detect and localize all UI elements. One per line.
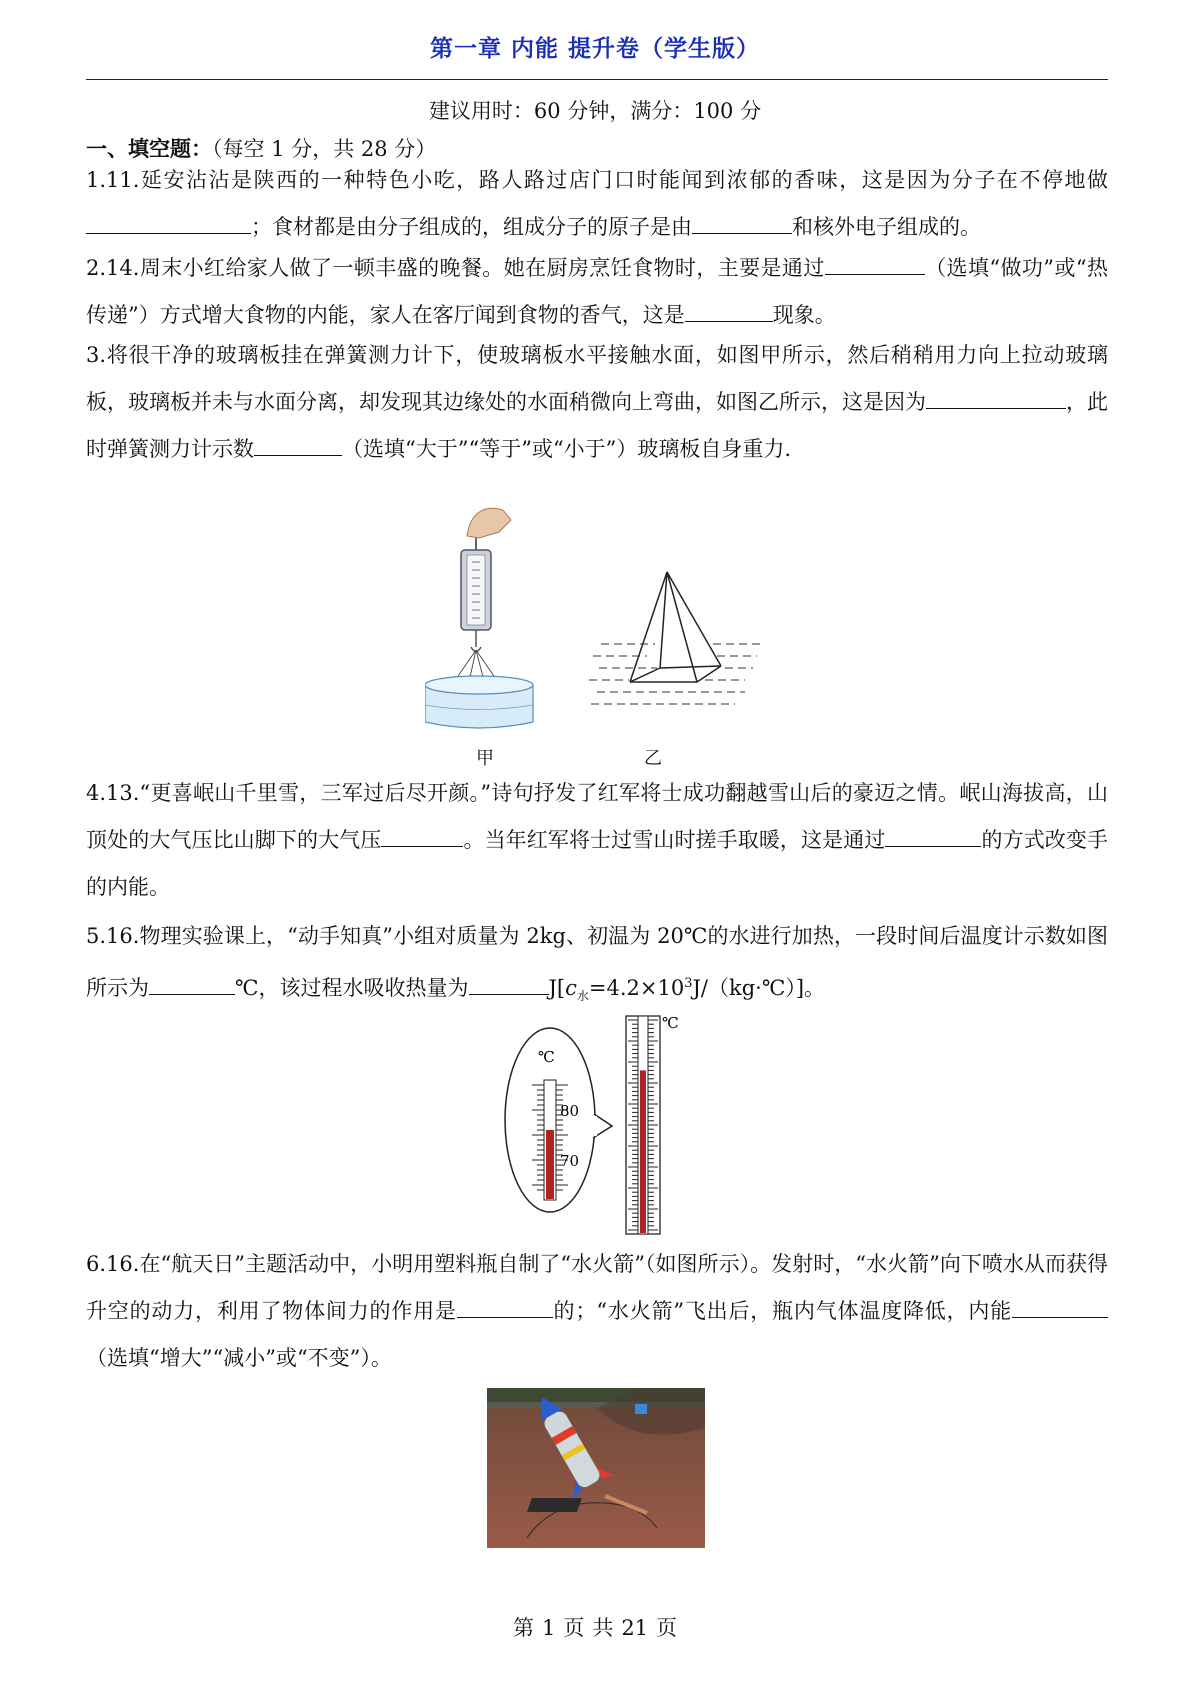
tick-label-70: 70 [560,1152,580,1170]
footer-word: 页 [656,1616,678,1640]
answer-blank[interactable] [1012,1295,1108,1318]
question-text: =4.2×10 [588,976,685,1000]
question-text: ℃，该过程水吸收热量为 [235,976,469,1000]
question-text: 。当年红军将士过雪山时搓手取暖，这是通过 [463,828,886,852]
scale-unit: ℃ [662,1014,679,1032]
mercury-column [640,1070,646,1233]
answer-blank[interactable] [926,386,1066,409]
total-pages: 21 [621,1616,649,1640]
answer-blank[interactable] [381,824,463,847]
question-1 [86,157,1108,251]
answer-blank[interactable] [149,972,235,995]
answer-blank[interactable] [86,211,251,234]
answer-blank[interactable] [885,824,981,847]
footer-word: 共 [592,1616,614,1640]
question-text: 2.14.周末小红给家人做了一顿丰盛的晚餐。她在厨房烹饪食物时，主要是通过 [86,256,825,280]
question-2 [86,245,1108,339]
zoom-mercury-column [546,1130,554,1199]
tick-label-80: 80 [560,1102,580,1120]
answer-blank[interactable] [825,252,925,275]
answer-blank[interactable] [685,299,773,322]
question-3 [86,332,1108,473]
question-text: ，此时弹簧测力计示数 [86,390,1108,461]
symbol-c: c [565,976,577,1000]
question-text: （选填“大于”“等于”或“小于”）玻璃板自身重力. [342,437,792,461]
subscript-water: 水 [576,989,589,1004]
page-title: 第一章 内能 提升卷（学生版） [429,36,760,62]
figure-label-b: 乙 [644,748,662,769]
answer-blank[interactable] [457,1295,553,1318]
question-6 [86,1241,1108,1382]
question-5 [86,913,1108,1020]
figure-water-rocket-photo [487,1388,705,1548]
page-footer [0,1612,1190,1642]
question-text: 现象。 [772,303,836,327]
question-text: （选填“增大”“减小”或“不变”）。 [86,1346,392,1370]
section-note: （每空 1 分，共 28 分） [212,137,437,161]
section-title: 一、填空题： [86,137,212,161]
question-text: 和核外电子组成的。 [792,215,981,239]
question-text: J/（kg·℃）]。 [692,976,826,1000]
answer-blank[interactable] [254,433,342,456]
question-text: 的方式改变手的内能。 [86,828,1109,899]
figure-spring-scale [425,500,555,730]
header-divider [86,79,1108,80]
question-text: 5.16.物理实验课上，“动手知真”小组对质量为 2kg、初温为 20℃的水进行加热，一段时间后温度计示数如图所示为 [86,924,1108,1000]
question-text: （选填“做功”或“热传递”）方式增大食物的内能，家人在客厅闻到食物的香气，这是 [86,256,1108,327]
footer-word: 第 [512,1616,534,1640]
figure-glass-plate-water [585,568,765,708]
small-scale-unit: ℃ [538,1048,555,1066]
answer-blank[interactable] [692,211,792,234]
question-text: ；食材都是由分子组成的，组成分子的原子是由 [251,215,692,239]
question-text: J[ [548,976,566,1000]
figure-thermometer [500,1010,700,1238]
figure-label-a: 甲 [476,748,494,769]
question-text: 6.16.在“航天日”主题活动中，小明用塑料瓶自制了“水火箭”（如图所示）。发射时，“水火箭”向下喷水从而获得升空的动力，利用了物体间力的作用是 [86,1252,1108,1323]
question-4 [86,770,1108,911]
question-text: 3.将很干净的玻璃板挂在弹簧测力计下，使玻璃板水平接触水面，如图甲所示，然后稍稍用力向上拉动玻璃板，玻璃板并未与水面分离，却发现其边缘处的水面稍微向上弯曲，如图乙所示，这是因为 [86,343,1108,414]
superscript-3: 3 [684,976,693,991]
question-text: 的；“水火箭”飞出后，瓶内气体温度降低，内能 [552,1299,1012,1323]
question-text: 4.13.“更喜岷山千里雪，三军过后尽开颜。”诗句抒发了红军将士成功翻越雪山后的豪迈之情。岷山海拔高，山顶处的大气压比山脚下的大气压 [86,781,1108,852]
question-text: 1.11.延安沾沾是陕西的一种特色小吃，路人路过店门口时能闻到浓郁的香味，这是因为分子在不停地做 [86,168,1108,192]
footer-word: 页 [563,1616,585,1640]
answer-blank[interactable] [469,972,549,995]
exam-info: 建议用时：60 分钟，满分：100 分 [428,99,762,123]
page-number: 1 [541,1616,556,1640]
